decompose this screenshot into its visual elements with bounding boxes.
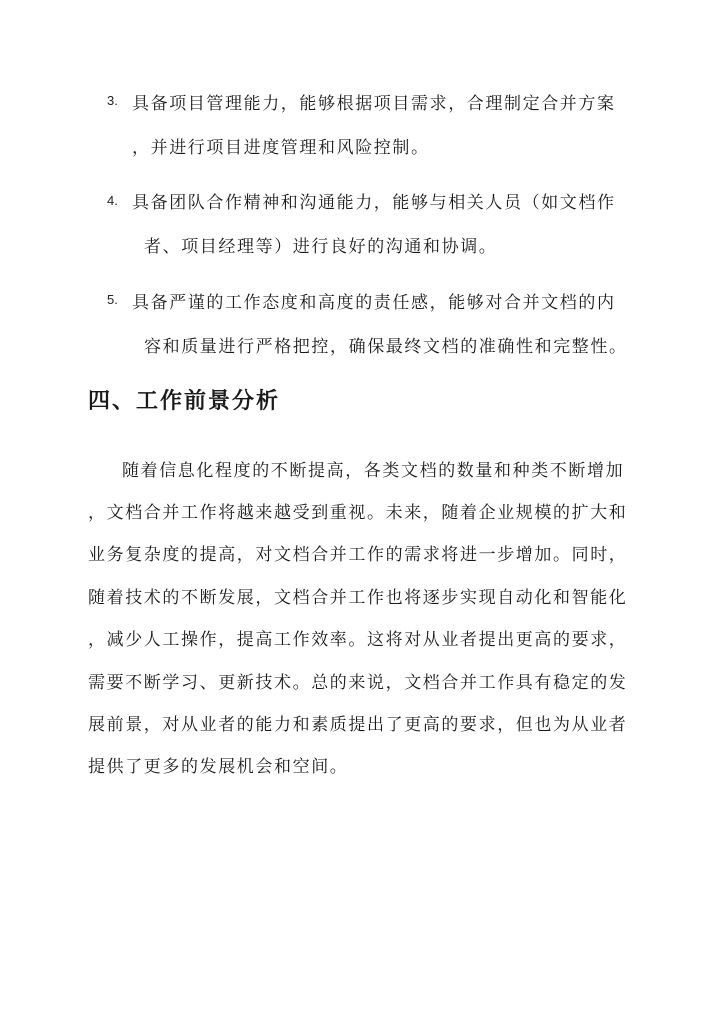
paragraph-line: ，减少人工操作，提高工作效率。这将对从业者提出更高的要求，: [88, 630, 628, 650]
paragraph-line: 业务复杂度的提高，对文档合并工作的需求将进一步增加。同时，: [88, 545, 628, 565]
paragraph-line: 需要不断学习、更新技术。总的来说，文档合并工作具有稳定的发: [88, 673, 628, 693]
section-heading: 四、工作前景分析: [88, 389, 281, 414]
paragraph-line: ，文档合并工作将越来越受到重视。未来，随着企业规模的扩大和: [88, 503, 628, 523]
paragraph-line: 随着技术的不断发展，文档合并工作也将逐步实现自动化和智能化: [88, 588, 628, 608]
list-item-text: 者、项目经理等）进行良好的沟通和协调。: [144, 237, 498, 257]
paragraph-line: 展前景，对从业者的能力和素质提出了更高的要求，但也为从业者: [88, 715, 628, 735]
list-item-text: 具备严谨的工作态度和高度的责任感，能够对合并文档的内: [132, 293, 616, 313]
list-item-number: 5.: [107, 292, 118, 307]
list-item-text: 具备项目管理能力，能够根据项目需求，合理制定合并方案: [132, 94, 616, 114]
paragraph-line: 提供了更多的发展机会和空间。: [88, 757, 349, 777]
paragraph-line: 随着信息化程度的不断提高，各类文档的数量和种类不断增加: [122, 461, 625, 481]
list-item-text: 具备团队合作精神和沟通能力，能够与相关人员（如文档作: [132, 193, 616, 213]
list-item-text: 容和质量进行严格把控，确保最终文档的准确性和完整性。: [144, 337, 628, 357]
list-item-number: 3.: [107, 93, 118, 108]
list-item-number: 4.: [107, 193, 118, 208]
list-item-text: ，并进行项目进度管理和风险控制。: [132, 138, 430, 158]
